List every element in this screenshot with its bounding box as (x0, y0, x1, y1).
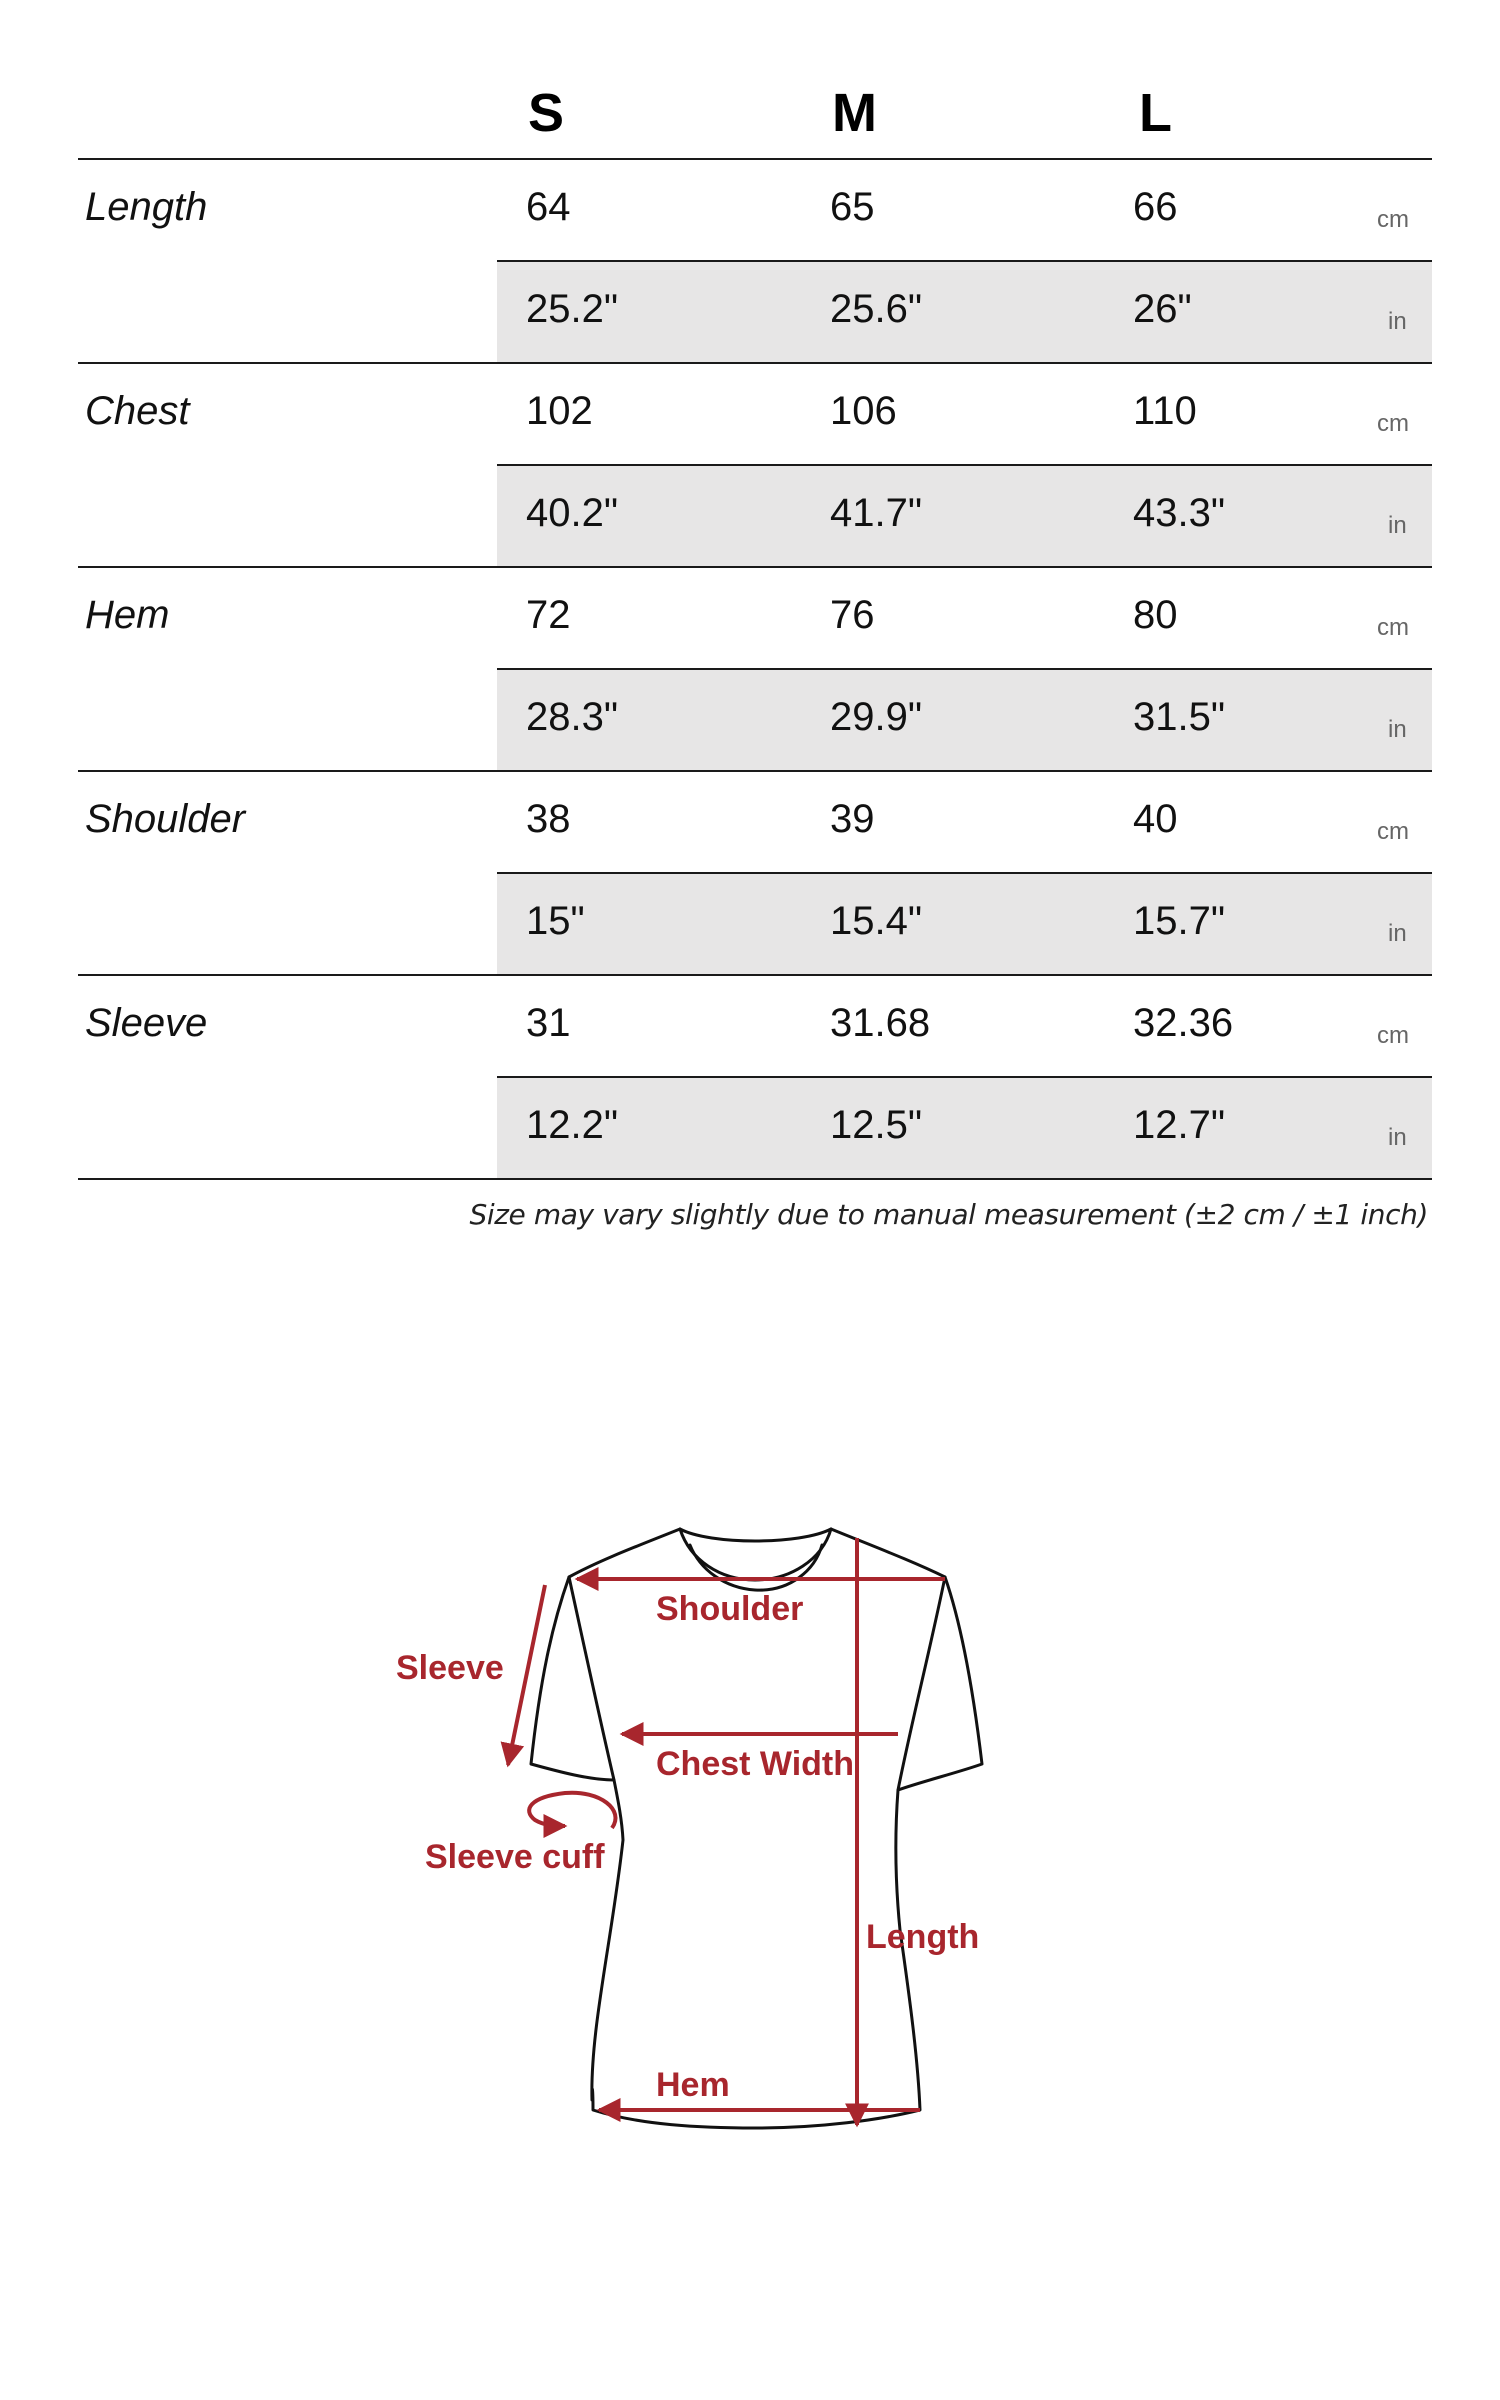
cell-chest-m-in: 41.7" (830, 491, 923, 535)
unit-cm: cm (1377, 1022, 1409, 1049)
cell-length-s-in: 25.2" (526, 287, 619, 331)
unit-cm: cm (1377, 206, 1409, 233)
unit-in: in (1388, 512, 1407, 539)
cell-sleeve-s-cm: 31 (526, 1001, 571, 1045)
cell-chest-s-cm: 102 (526, 389, 593, 433)
cell-chest-m-cm: 106 (830, 389, 897, 433)
unit-cm: cm (1377, 410, 1409, 437)
diagram-label-hem: Hem (656, 2066, 730, 2104)
cell-shoulder-s-cm: 38 (526, 797, 571, 841)
cell-length-s-cm: 64 (526, 185, 571, 229)
cell-hem-m-in: 29.9" (830, 695, 923, 739)
cell-length-m-in: 25.6" (830, 287, 923, 331)
unit-in: in (1388, 308, 1407, 335)
diagram-label-sleeve-cuff: Sleeve cuff (425, 1838, 605, 1876)
size-header-l: L (1139, 83, 1172, 143)
measure-label-length: Length (85, 185, 208, 229)
cell-chest-s-in: 40.2" (526, 491, 619, 535)
cell-sleeve-s-in: 12.2" (526, 1103, 619, 1147)
sleeve-cuff-arrow (529, 1793, 615, 1828)
cell-hem-s-cm: 72 (526, 593, 571, 637)
cell-chest-l-cm: 110 (1133, 389, 1197, 433)
cell-length-m-cm: 65 (830, 185, 875, 229)
size-header-m: M (832, 83, 877, 143)
measure-label-hem: Hem (85, 593, 170, 637)
cell-length-l-in: 26" (1133, 287, 1192, 331)
cell-sleeve-l-cm: 32.36 (1133, 1001, 1234, 1045)
diagram-label-chest-width: Chest Width (656, 1745, 855, 1783)
cell-sleeve-m-cm: 31.68 (830, 1001, 931, 1045)
cell-length-l-cm: 66 (1133, 185, 1178, 229)
sleeve-arrow (508, 1585, 545, 1765)
diagram-label-length: Length (866, 1918, 980, 1956)
diagram-label-shoulder: Shoulder (656, 1590, 804, 1628)
cell-sleeve-m-in: 12.5" (830, 1103, 923, 1147)
diagram-label-sleeve: Sleeve (396, 1649, 504, 1687)
measure-label-chest: Chest (85, 389, 190, 433)
cell-hem-l-in: 31.5" (1133, 695, 1226, 739)
cell-hem-m-cm: 76 (830, 593, 875, 637)
cell-shoulder-l-in: 15.7" (1133, 899, 1226, 943)
measure-label-shoulder: Shoulder (85, 797, 246, 841)
unit-in: in (1388, 716, 1407, 743)
unit-cm: cm (1377, 614, 1409, 641)
diagram-labels (396, 1590, 979, 2104)
unit-cm: cm (1377, 818, 1409, 845)
cell-shoulder-l-cm: 40 (1133, 797, 1178, 841)
cell-chest-l-in: 43.3" (1133, 491, 1226, 535)
size-header-s: S (528, 83, 565, 143)
cell-shoulder-m-cm: 39 (830, 797, 875, 841)
cell-hem-l-cm: 80 (1133, 593, 1178, 637)
cell-shoulder-s-in: 15" (526, 899, 585, 943)
cell-sleeve-l-in: 12.7" (1133, 1103, 1226, 1147)
cell-hem-s-in: 28.3" (526, 695, 619, 739)
cell-shoulder-m-in: 15.4" (830, 899, 923, 943)
measure-label-sleeve: Sleeve (85, 1001, 208, 1045)
unit-in: in (1388, 920, 1407, 947)
measurement-note: Size may vary slightly due to manual measurement (±2 cm / ±1 inch) (469, 1198, 1428, 1231)
unit-in: in (1388, 1124, 1407, 1151)
